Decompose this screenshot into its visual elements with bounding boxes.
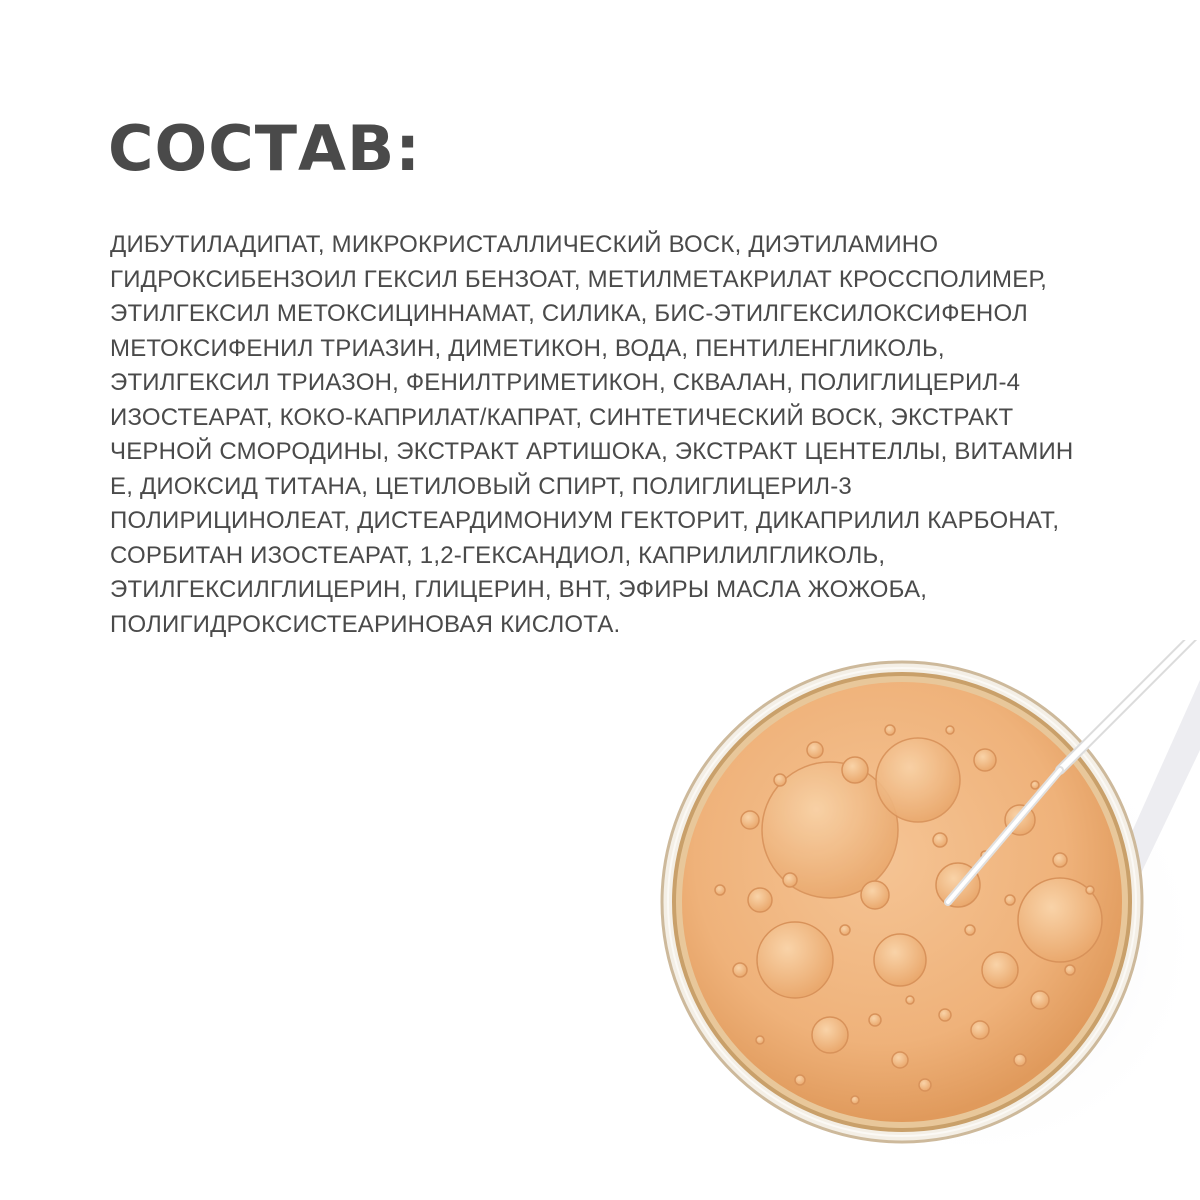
ingredients-list bbox=[110, 228, 1130, 642]
ingredients-line: МЕТОКСИФЕНИЛ ТРИАЗИН, ДИМЕТИКОН, ВОДА, ПЕНТИЛЕНГЛИКОЛЬ, bbox=[110, 334, 945, 362]
ingredients-line: ЭТИЛГЕКСИЛ МЕТОКСИЦИННАМАТ, СИЛИКА, БИС-ЭТИЛГЕКСИЛОКСИФЕНОЛ bbox=[110, 300, 1028, 327]
ingredients-line: ПОЛИГИДРОКСИСТЕАРИНОВАЯ КИСЛОТА. bbox=[110, 610, 621, 638]
ingredients-line: ПОЛИРИЦИНОЛЕАТ, ДИСТЕАРДИМОНИУМ ГЕКТОРИТ, ДИКАПРИЛИЛ КАРБОНАТ, bbox=[110, 507, 1060, 534]
ingredients-line: ЭТИЛГЕКСИЛГЛИЦЕРИН, ГЛИЦЕРИН, BHT, ЭФИРЫ МАСЛА ЖОЖОБА, bbox=[110, 576, 928, 603]
petri-dish-image bbox=[640, 640, 1200, 1200]
ingredients-line: ЧЕРНОЙ СМОРОДИНЫ, ЭКСТРАКТ АРТИШОКА, ЭКСТРАКТ ЦЕНТЕЛЛЫ, ВИТАМИН bbox=[110, 438, 1074, 465]
ingredients-line: ДИБУТИЛАДИПАТ, МИКРОКРИСТАЛЛИЧЕСКИЙ ВОСК, ДИЭТИЛАМИНО bbox=[110, 231, 939, 258]
ingredients-line: СОРБИТАН ИЗОСТЕАРАТ, 1,2-ГЕКСАНДИОЛ, КАПРИЛИЛГЛИКОЛЬ, bbox=[110, 541, 886, 569]
page-title: СОСТАВ: bbox=[108, 112, 422, 185]
ingredients-line: ИЗОСТЕАРАТ, КОКО-КАПРИЛАТ/КАПРАТ, СИНТЕТИЧЕСКИЙ ВОСК, ЭКСТРАКТ bbox=[110, 403, 1014, 431]
ingredients-line: ЭТИЛГЕКСИЛ ТРИАЗОН, ФЕНИЛТРИМЕТИКОН, СКВАЛАН, ПОЛИГЛИЦЕРИЛ-4 bbox=[110, 369, 1021, 396]
ingredients-line: Е, ДИОКСИД ТИТАНА, ЦЕТИЛОВЫЙ СПИРТ, ПОЛИГЛИЦЕРИЛ-3 bbox=[110, 472, 852, 500]
ingredients-line: ГИДРОКСИБЕНЗОИЛ ГЕКСИЛ БЕНЗОАТ, МЕТИЛМЕТАКРИЛАТ КРОССПОЛИМЕР, bbox=[110, 265, 1047, 293]
